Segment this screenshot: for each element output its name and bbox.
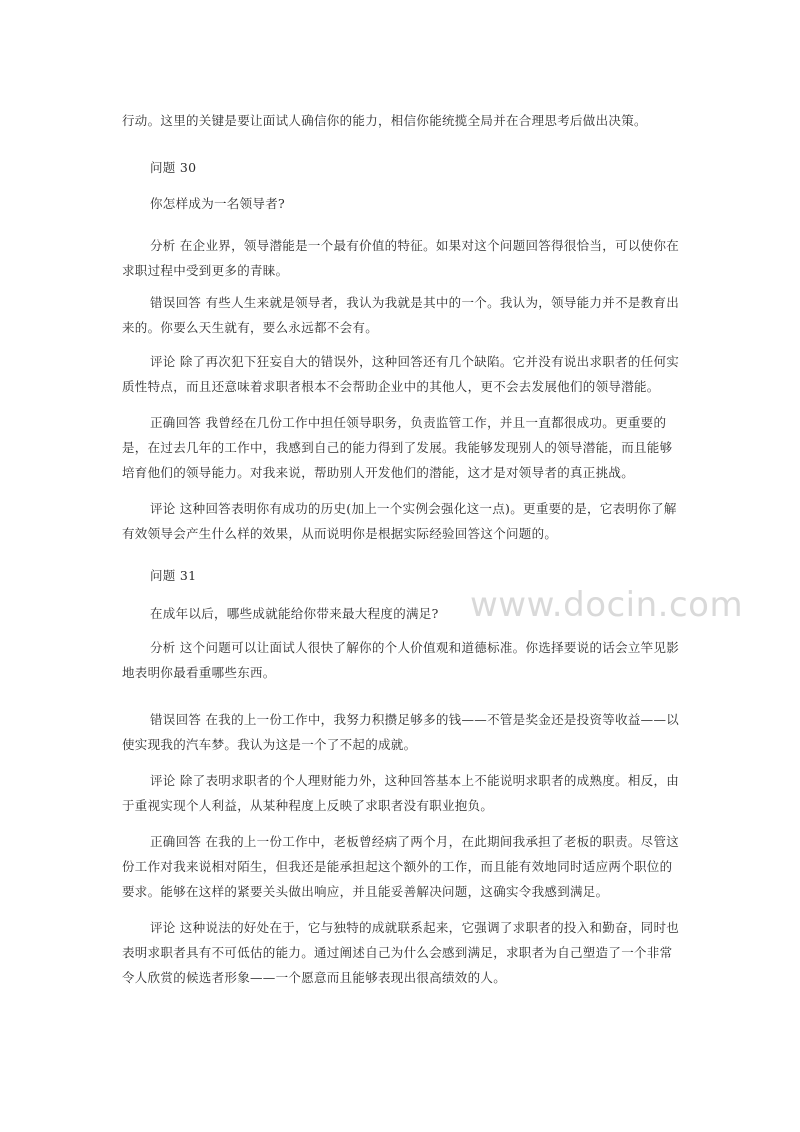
question-30-heading: 问题 30 — [150, 160, 197, 175]
question-30-wrong-answer: 错误回答 有些人生来就是领导者，我认为我就是其中的一个。我认为，领导能力并不是教育出来的。你要么天生就有，要么永远都不会有。 — [122, 295, 680, 335]
question-30-analysis: 分析 在企业界，领导潜能是一个最有价值的特征。如果对这个问题回答得很恰当，可以使你在求职过程中受到更多的青睐。 — [122, 238, 680, 278]
question-30-comment-1: 评论 除了再次犯下狂妄自大的错误外，这种回答还有几个缺陷。它并没有说出求职者的任何实质性特点，而且还意味着求职者根本不会帮助企业中的其他人，更不会去发展他们的领导潜能。 — [122, 354, 680, 394]
question-31-text: 在成年以后，哪些成就能给你带来最大程度的满足? — [150, 606, 439, 621]
watermark: www.docin.com — [470, 585, 744, 625]
question-31-correct-answer: 正确回答 在我的上一份工作中，老板曾经病了两个月，在此期间我承担了老板的职责。尽管这份工作对我来说相对陌生，但我还是能承担起这个额外的工作，而且能有效地同时适应两个职位的要求。能够在这样的紧要关头做出响应，并且能妥善解决问题，这确实令我感到满足。 — [122, 834, 680, 899]
question-31-heading: 问题 31 — [150, 568, 197, 583]
question-30-text: 你怎样成为一名领导者? — [150, 196, 286, 211]
question-31-comment-2: 评论 这种说法的好处在于，它与独特的成就联系起来，它强调了求职者的投入和勤奋，同时也表明求职者具有不可低估的能力。通过阐述自己为什么会感到满足，求职者为自己塑造了一个非常令人欣赏的候选者形象——一个愿意而且能够表现出很高绩效的人。 — [122, 920, 680, 985]
question-31-comment-1: 评论 除了表明求职者的个人理财能力外，这种回答基本上不能说明求职者的成熟度。相反，由于重视实现个人利益，从某种程度上反映了求职者没有职业抱负。 — [122, 773, 680, 813]
question-30-correct-answer: 正确回答 我曾经在几份工作中担任领导职务，负责监管工作，并且一直都很成功。更重要的是，在过去几年的工作中，我感到自己的能力得到了发展。我能够发现别人的领导潜能，而且能够培育他们的领导能力。对我来说，帮助别人开发他们的潜能，这才是对领导者的真正挑战。 — [122, 415, 673, 480]
question-31-wrong-answer: 错误回答 在我的上一份工作中，我努力积攒足够多的钱——不管是奖金还是投资等收益——以使实现我的汽车梦。我认为这是一个了不起的成就。 — [122, 712, 680, 752]
paragraph-continuation: 行动。这里的关键是要让面试人确信你的能力，相信你能统揽全局并在合理思考后做出决策。 — [122, 113, 647, 128]
question-30-comment-2: 评论 这种回答表明你有成功的历史(加上一个实例会强化这一点)。更重要的是，它表明你了解有效领导会产生什么样的效果，从而说明你是根据实际经验回答这个问题的。 — [122, 501, 677, 541]
question-31-analysis: 分析 这个问题可以让面试人很快了解你的个人价值观和道德标准。你选择要说的话会立竿见影地表明你最看重哪些东西。 — [122, 640, 680, 680]
